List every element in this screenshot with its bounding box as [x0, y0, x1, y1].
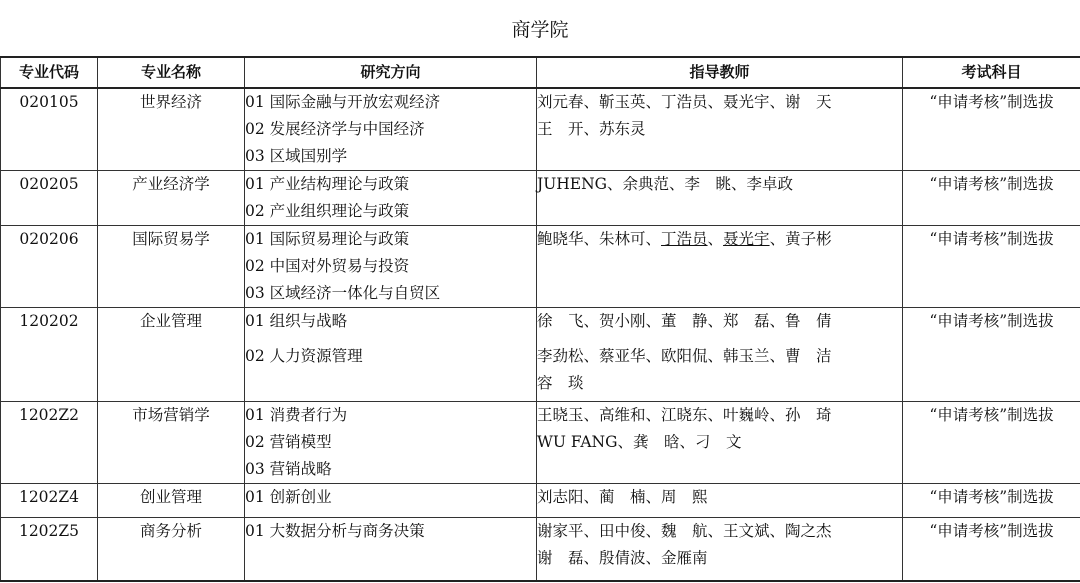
table-row	[1, 171, 1080, 226]
exam-method: “申请考核”制选拔	[903, 171, 1080, 226]
table-row	[1, 518, 1080, 581]
supervisor-line: 刘志阳、蔺 楠、周 熙	[537, 488, 708, 506]
major-code: 1202Z2	[1, 402, 98, 484]
direction-item: 02 营销模型	[245, 433, 332, 451]
exam-method: “申请考核”制选拔	[903, 88, 1080, 171]
major-name: 世界经济	[98, 88, 245, 171]
direction-item: 02 发展经济学与中国经济	[245, 120, 425, 138]
major-name: 创业管理	[98, 484, 245, 518]
research-directions	[245, 226, 537, 308]
supervisor-line: 徐 飞、贺小刚、董 静、郑 磊、鲁 倩	[537, 312, 832, 330]
major-code: 1202Z4	[1, 484, 98, 518]
direction-item: 01 大数据分析与商务决策	[245, 522, 425, 540]
major-code: 020105	[1, 88, 98, 171]
direction-item: 02 中国对外贸易与投资	[245, 257, 410, 275]
major-name: 国际贸易学	[98, 226, 245, 308]
table-header-row	[1, 57, 1080, 88]
program-table	[0, 56, 1080, 582]
direction-item: 01 创新创业	[245, 488, 332, 506]
header-exam: 考试科目	[903, 57, 1080, 88]
header-teachers: 指导教师	[537, 57, 903, 88]
research-directions	[245, 88, 537, 171]
supervisors	[537, 308, 903, 402]
research-directions	[245, 484, 537, 518]
table-row	[1, 226, 1080, 308]
major-name: 产业经济学	[98, 171, 245, 226]
table-row	[1, 402, 1080, 484]
major-code: 020205	[1, 171, 98, 226]
supervisors	[537, 171, 903, 226]
table-row	[1, 308, 1080, 402]
supervisor-text: 、黄子彬	[769, 230, 832, 248]
supervisor-line	[537, 226, 902, 253]
major-code: 120202	[1, 308, 98, 402]
supervisors	[537, 226, 903, 308]
supervisor-line: 谢家平、田中俊、魏 航、王文斌、陶之杰	[537, 522, 832, 540]
supervisors	[537, 88, 903, 171]
exam-method: “申请考核”制选拔	[903, 484, 1080, 518]
supervisor-line: 谢 磊、殷倩波、金雁南	[537, 549, 708, 567]
supervisor-underlined: 丁浩员	[661, 230, 708, 248]
major-name: 企业管理	[98, 308, 245, 402]
supervisor-text: 、	[707, 230, 724, 248]
research-directions	[245, 308, 537, 402]
major-code: 1202Z5	[1, 518, 98, 581]
direction-item: 03 区域经济一体化与自贸区	[245, 284, 441, 302]
major-code: 020206	[1, 226, 98, 308]
supervisor-line: 刘元春、靳玉英、丁浩员、聂光宇、谢 天	[537, 93, 832, 111]
page-title: 商学院	[511, 19, 569, 41]
header-directions: 研究方向	[245, 57, 537, 88]
direction-item: 01 产业结构理论与政策	[245, 175, 410, 193]
research-directions	[245, 518, 537, 581]
header-name: 专业名称	[98, 57, 245, 88]
supervisors	[537, 402, 903, 484]
exam-method: “申请考核”制选拔	[903, 402, 1080, 484]
supervisor-line: 王 开、苏东灵	[537, 120, 646, 138]
direction-item: 02 人力资源管理	[245, 347, 363, 365]
direction-item: 01 组织与战略	[245, 312, 348, 330]
research-directions	[245, 402, 537, 484]
supervisor-line: WU FANG、龚 晗、刁 文	[537, 433, 742, 451]
exam-method: “申请考核”制选拔	[903, 518, 1080, 581]
direction-item: 02 产业组织理论与政策	[245, 202, 410, 220]
direction-item: 01 国际贸易理论与政策	[245, 230, 410, 248]
major-name: 商务分析	[98, 518, 245, 581]
research-directions	[245, 171, 537, 226]
header-code: 专业代码	[1, 57, 98, 88]
table-row	[1, 484, 1080, 518]
major-name: 市场营销学	[98, 402, 245, 484]
supervisor-line: 容 琰	[537, 374, 584, 392]
supervisor-text: 鲍晓华、朱林可、	[537, 230, 662, 248]
table-row	[1, 88, 1080, 171]
exam-method: “申请考核”制选拔	[903, 308, 1080, 402]
direction-item: 03 营销战略	[245, 460, 332, 478]
direction-item: 03 区域国别学	[245, 147, 348, 165]
supervisor-line: JUHENG、余典范、李 眺、李卓政	[537, 175, 794, 193]
supervisor-line: 王晓玉、高维和、江晓东、叶巍岭、孙 琦	[537, 406, 832, 424]
supervisors	[537, 484, 903, 518]
direction-item: 01 消费者行为	[245, 406, 348, 424]
exam-method: “申请考核”制选拔	[903, 226, 1080, 308]
direction-item: 01 国际金融与开放宏观经济	[245, 93, 441, 111]
supervisors	[537, 518, 903, 581]
supervisor-line: 李劲松、蔡亚华、欧阳侃、韩玉兰、曹 洁	[537, 347, 832, 365]
supervisor-underlined: 聂光宇	[723, 230, 770, 248]
